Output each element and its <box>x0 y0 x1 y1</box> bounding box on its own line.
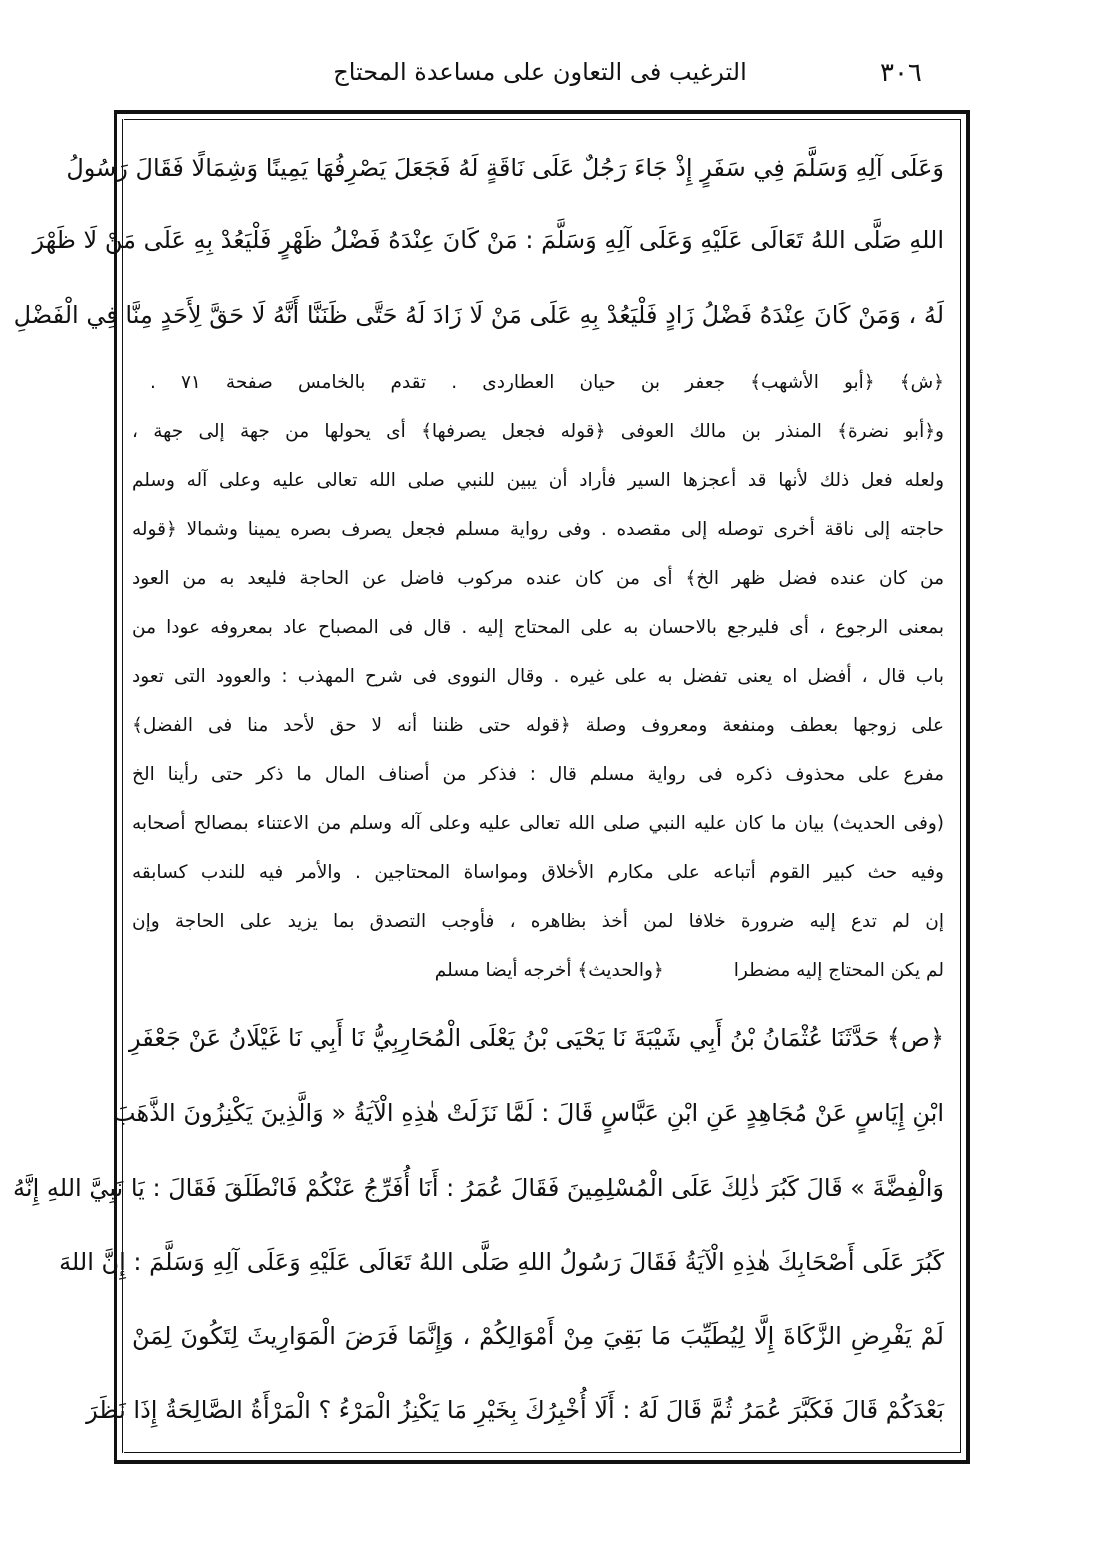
commentary-line: و﴿أبو نضرة﴾ المنذر بن مالك العوفى ﴿قوله فجعل يصرفها﴾ أى يحولها من جهة إلى جهة ، <box>132 421 944 442</box>
frame-right-thick <box>966 110 970 1464</box>
hadith-line: اللهِ صَلَّى اللهُ تَعَالَى عَلَيْهِ وَعَلَى آلِهِ وَسَلَّمَ : مَنْ كَانَ عِنْدَهُ فَضْلُ ظَهْرٍ فَلْيَعُدْ بِهِ عَلَى مَنْ لَا ظَهْرَ <box>32 226 944 254</box>
commentary-last-right: لم يكن المحتاج إليه مضطرا <box>733 960 944 981</box>
hadith-line: لَهُ ، وَمَنْ كَانَ عِنْدَهُ فَضْلُ زَادٍ فَلْيَعُدْ بِهِ عَلَى مَنْ لَا زَادَ لَهُ حَتَّى ظَنَنَّا أَنَّهُ لَا حَقَّ لِأَحَدٍ مِنَّا فِي الْفَضْلِ <box>13 301 944 329</box>
hadith-line: بَعْدَكُمْ قَالَ فَكَبَّرَ عُمَرُ ثُمَّ قَالَ لَهُ : أَلَا أُخْبِرُكَ بِخَيْرِ مَا يَكْنِزُ الْمَرْءُ ؟ الْمَرْأَةُ الصَّالِحَةُ إِذَا نَظَرَ <box>86 1396 944 1424</box>
commentary-line: ولعله فعل ذلك لأنها قد أعجزها السير فأراد أن يبين للنبي صلى الله تعالى عليه وعلى آله وسلم <box>132 470 944 491</box>
commentary-line: إن لم تدع إليه ضرورة خلافا لمن أخذ بظاهره ، فأوجب التصدق بما يزيد على الحاجة وإن <box>132 911 944 932</box>
hadith-line: كَبُرَ عَلَى أَصْحَابِكَ هٰذِهِ الْآيَةُ فَقَالَ رَسُولُ اللهِ صَلَّى اللهُ تَعَالَى عَلَيْهِ وَعَلَى آلِهِ وَسَلَّمَ : إِنَّ اللهَ <box>59 1248 944 1276</box>
commentary-line: مفرع على محذوف ذكره فى رواية مسلم قال : فذكر من أصناف المال ما ذكر حتى رأينا الخ <box>132 764 944 785</box>
frame-top-thick <box>114 110 970 114</box>
hadith-line: لَمْ يَفْرِضِ الزَّكَاةَ إِلَّا لِيُطَيِّبَ مَا بَقِيَ مِنْ أَمْوَالِكُمْ ، وَإِنَّمَا فَرَضَ الْمَوَارِيثَ لِتَكُونَ لِمَنْ <box>132 1322 944 1350</box>
frame-right-thin <box>960 119 961 1453</box>
commentary-line: ﴿ش﴾ ﴿أبو الأشهب﴾ جعفر بن حيان العطاردى . تقدم بالخامس صفحة ٧١ . <box>150 372 944 393</box>
commentary-line: (وفى الحديث) بيان ما كان عليه النبي صلى الله تعالى عليه وعلى آله وسلم من الاعتناء بمصالح أصحابه <box>132 813 944 834</box>
frame-top-thin <box>124 119 960 120</box>
commentary-line: باب قال ، أفضل اه يعنى تفضل به على غيره . وقال النووى فى شرح المهذب : والعوود التى تعود <box>132 666 944 687</box>
frame-bottom-thick <box>114 1460 970 1464</box>
hadith-line: وَعَلَى آلِهِ وَسَلَّمَ فِي سَفَرٍ إِذْ جَاءَ رَجُلٌ عَلَى نَاقَةٍ لَهُ فَجَعَلَ يَصْرِفُهَا يَمِينًا وَشِمَالًا فَقَالَ رَسُولُ <box>66 154 944 182</box>
commentary-line: بمعنى الرجوع ، أى فليرجع بالاحسان به على المحتاج إليه . قال فى المصباح عاد بمعروفه عودا من <box>132 617 944 638</box>
commentary-last-left: ﴿والحديث﴾ أخرجه أيضا مسلم <box>434 960 664 981</box>
hadith-line: وَالْفِضَّةَ » قَالَ كَبُرَ ذٰلِكَ عَلَى الْمُسْلِمِينَ فَقَالَ عُمَرُ : أَنَا أُفَرِّجُ عَنْكُمْ فَانْطَلَقَ فَقَالَ : يَا نَبِيَّ اللهِ إِنَّهُ <box>13 1174 944 1202</box>
hadith-line: ابْنِ إِيَاسٍ عَنْ مُجَاهِدٍ عَنِ ابْنِ عَبَّاسٍ قَالَ : لَمَّا نَزَلَتْ هٰذِهِ الْآيَةُ « وَالَّذِينَ يَكْنِزُونَ الذَّهَبَ <box>112 1099 944 1127</box>
commentary-line-last <box>132 956 944 986</box>
hadith-line: ﴿ص﴾ حَدَّثَنَا عُثْمَانُ بْنُ أَبِي شَيْبَةَ نَا يَحْيَى بْنُ يَعْلَى الْمُحَارِبِيُّ نَا أَبِي نَا غَيْلَانُ عَنْ جَعْفَرِ <box>129 1024 944 1052</box>
commentary-line: وفيه حث كبير القوم أتباعه على مكارم الأخلاق ومواساة المحتاجين . والأمر فيه للندب كسابقه <box>132 862 944 883</box>
commentary-line: على زوجها بعطف ومنفعة ومعروف وصلة ﴿قوله حتى ظننا أنه لا حق لأحد منا فى الفضل﴾ <box>132 715 944 736</box>
running-title: الترغيب فى التعاون على مساعدة المحتاج <box>333 58 747 86</box>
commentary-line: حاجته إلى ناقة أخرى توصله إلى مقصده . وفى رواية مسلم فجعل يصرف بصره يمينا وشمالا ﴿قوله <box>132 519 944 540</box>
frame-bottom-thin <box>124 1452 960 1453</box>
commentary-line: من كان عنده فضل ظهر الخ﴾ أى من كان عنده مركوب فاضل عن الحاجة فليعد به من العود <box>132 568 944 589</box>
page-number: ٣٠٦ <box>880 58 922 88</box>
